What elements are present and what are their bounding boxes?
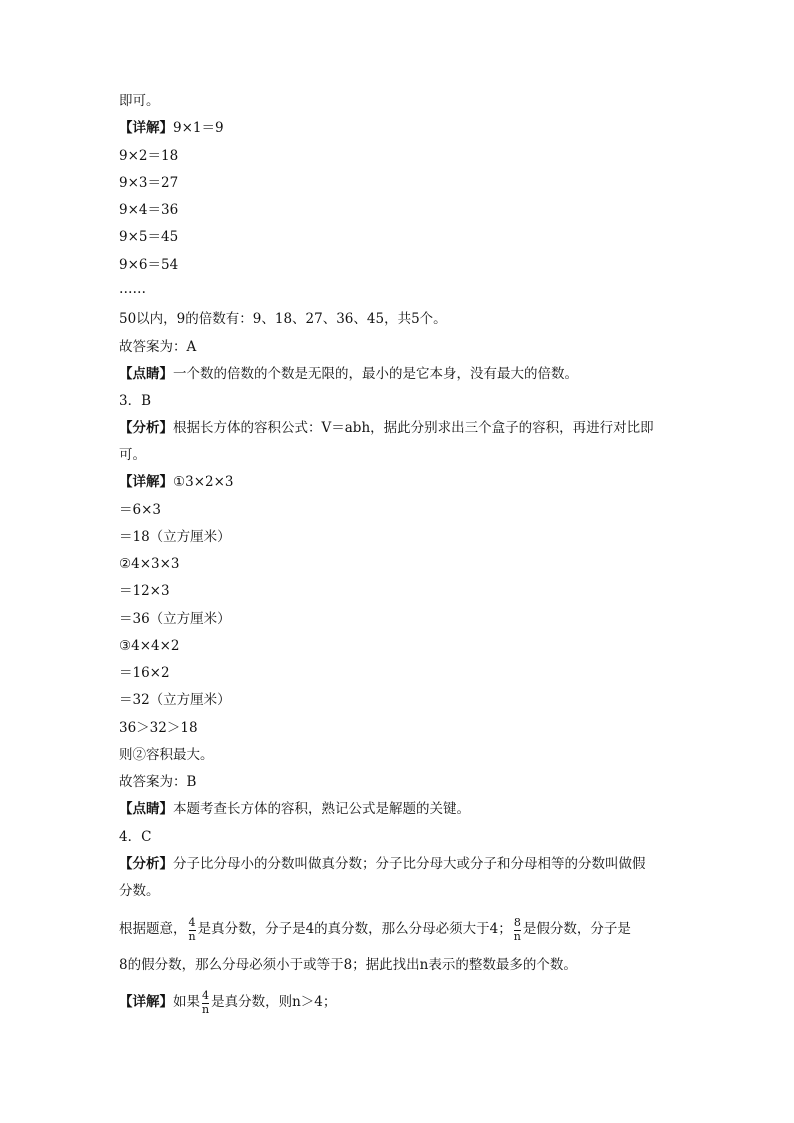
text-line: ＝12×3 bbox=[119, 583, 170, 599]
text-line bbox=[119, 800, 470, 818]
line-text: 分子比分母小的分数叫做真分数；分子比分母大或分子和分母相等的分数叫做假 bbox=[173, 856, 646, 872]
text-line: 故答案为：A bbox=[119, 339, 197, 355]
text-line: ＝16×2 bbox=[119, 665, 170, 681]
text-line: 8的假分数，那么分母必须小于或等于8；据此找出n表示的整数最多的个数。 bbox=[119, 957, 577, 973]
text-line bbox=[119, 915, 631, 943]
text-line bbox=[119, 473, 234, 491]
fraction-denominator: n bbox=[188, 929, 196, 943]
text-line: …… bbox=[119, 281, 146, 297]
line-text: 是真分数，分子是4的真分数，那么分母必须大于4； bbox=[197, 921, 512, 937]
section-tag: 【点睛】 bbox=[119, 366, 173, 382]
text-line bbox=[119, 419, 654, 437]
line-text: 9×1＝9 bbox=[173, 120, 224, 136]
text-line bbox=[119, 365, 578, 383]
text-line: 9×3＝27 bbox=[119, 175, 179, 191]
text-line: 即可。 bbox=[119, 93, 160, 109]
line-text: 一个数的倍数的个数是无限的，最小的是它本身，没有最大的倍数。 bbox=[173, 366, 578, 382]
section-tag: 【详解】 bbox=[119, 474, 173, 490]
section-tag: 【分析】 bbox=[119, 856, 173, 872]
text-line: 分数。 bbox=[119, 883, 160, 899]
text-line: 可。 bbox=[119, 447, 146, 463]
section-tag: 【分析】 bbox=[119, 420, 173, 436]
line-text: 根据长方体的容积公式：V＝abh，据此分别求出三个盒子的容积，再进行对比即 bbox=[173, 420, 654, 436]
text-line: 9×5＝45 bbox=[119, 229, 179, 245]
fraction bbox=[202, 990, 209, 1016]
section-tag: 【点睛】 bbox=[119, 801, 173, 817]
section-tag: 【详解】 bbox=[119, 994, 173, 1010]
fraction-numerator: 4 bbox=[202, 988, 210, 1002]
text-line: 9×2＝18 bbox=[119, 148, 179, 164]
text-line: ②4×3×3 bbox=[119, 556, 180, 572]
line-text: 是真分数，则n＞4； bbox=[211, 994, 337, 1010]
fraction-denominator: n bbox=[513, 929, 521, 943]
text-line bbox=[119, 855, 646, 873]
text-line: 9×4＝36 bbox=[119, 202, 179, 218]
text-line bbox=[119, 119, 224, 137]
text-line: 50以内，9的倍数有：9、18、27、36、45，共5个。 bbox=[119, 311, 447, 327]
fraction-numerator: 4 bbox=[188, 915, 196, 929]
text-line: 9×6＝54 bbox=[119, 257, 179, 273]
line-text: 是假分数，分子是 bbox=[522, 921, 631, 937]
fraction-numerator: 8 bbox=[513, 915, 521, 929]
text-line: 36＞32＞18 bbox=[119, 720, 198, 736]
section-tag: 【详解】 bbox=[119, 120, 173, 136]
question-number: 3．B bbox=[119, 393, 152, 409]
text-line: ＝36（立方厘米） bbox=[119, 611, 231, 627]
text-line: ＝32（立方厘米） bbox=[119, 692, 231, 708]
fraction-denominator: n bbox=[202, 1002, 210, 1016]
text-line: 故答案为：B bbox=[119, 774, 197, 790]
text-line: ＝18（立方厘米） bbox=[119, 529, 231, 545]
line-text: ①3×2×3 bbox=[173, 474, 234, 490]
text-line bbox=[119, 988, 336, 1016]
text-line: ＝6×3 bbox=[119, 502, 161, 518]
fraction bbox=[514, 917, 521, 943]
fraction bbox=[189, 917, 196, 943]
text-line: 则②容积最大。 bbox=[119, 747, 214, 763]
question-number: 4．C bbox=[119, 829, 152, 845]
line-text: 如果 bbox=[173, 994, 200, 1010]
text-line: ③4×4×2 bbox=[119, 638, 180, 654]
line-text: 本题考查长方体的容积，熟记公式是解题的关键。 bbox=[173, 801, 470, 817]
line-text: 根据题意， bbox=[119, 921, 187, 937]
